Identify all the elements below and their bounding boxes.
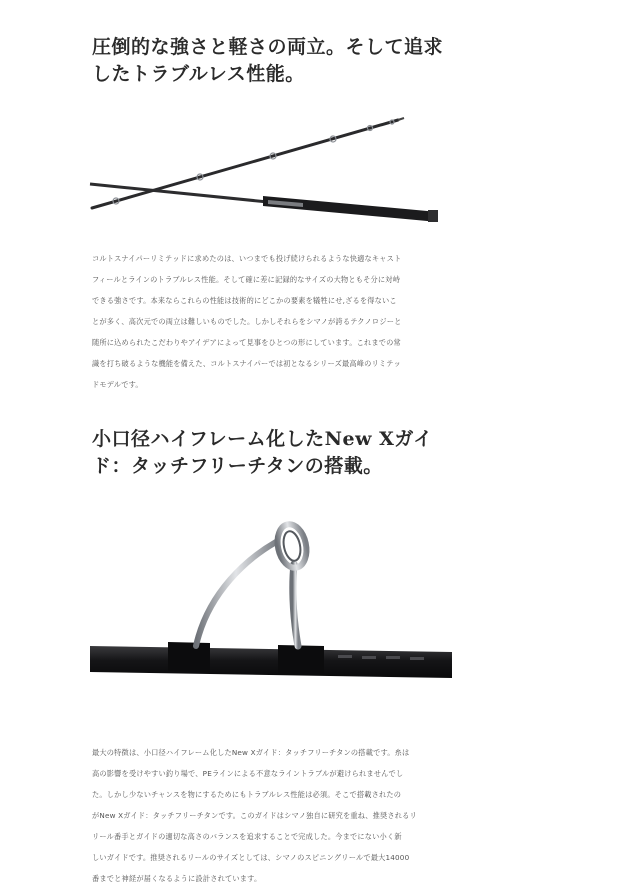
guide-frame-leg (293, 564, 298, 646)
body-line: た。しかし少ないチャンスを物にするためにもトラブルレス性能は必須。そこで搭載されたの (92, 790, 402, 799)
rod-tip (398, 118, 404, 120)
body-line: フィールとラインのトラブルレス性能。そして確に差に記録的なサイズの大物ともそ分に対峙 (92, 275, 401, 284)
body-line: できる強さです。本来ならこれらの性能は技術的にどこかの要素を犠牲にせ,ざるを得ないこ (92, 296, 397, 305)
heading-line: したトラブルレス性能。 (92, 63, 305, 85)
butt-cap (428, 210, 438, 222)
thread-wrap (278, 645, 324, 675)
rod-blank-lower (90, 184, 268, 202)
body-line: ドモデルです。 (92, 380, 143, 389)
thread-wrap (168, 642, 210, 672)
rod-blank-upper (92, 120, 398, 208)
body-line: とが多く、高次元での両立は難しいものでした。しかしそれらをシマノが誇るテクノロジーと (92, 317, 402, 326)
guide-closeup-image (88, 512, 456, 692)
body-line: リール番手とガイドの適切な高さのバランスを追求することで完成した。今までにない小く新 (92, 832, 402, 841)
body-line: コルトスナイパーリミテッドに求めたのは、いつまでも投げ続けられるような快適なキャスト (92, 254, 402, 263)
guide-frame-leg (196, 542, 276, 646)
heading-line: 小口径ハイフレーム化したNew Xガイ (92, 428, 433, 450)
body-line: 高の影響を受けやすい釣り場で、PEラインによる不意なライントラブルが避けられませんでし (92, 769, 404, 778)
body-line: しいガイドです。推奨されるリールのサイズとしては、シマノのスピニングリールで最大14000 (92, 853, 410, 862)
fishing-rod-image (88, 112, 444, 222)
rod-handle (263, 196, 438, 222)
rod-blank (90, 646, 452, 678)
body-line: 識を打ち破るような機能を備えた、コルトスナイパーでは初となるシリーズ最高峰のリミテッ (92, 359, 402, 368)
section1-heading (92, 34, 443, 88)
body-line: 最大の特徴は、小口径ハイフレーム化したNew Xガイド：タッチフリーチタンの搭載です。糸は (92, 748, 410, 757)
heading-line: ド：タッチフリーチタンの搭載。 (92, 455, 383, 477)
section2-heading (92, 426, 433, 480)
section1-body (92, 248, 450, 395)
section2-body (92, 742, 450, 889)
body-line: がNew Xガイド：タッチフリーチタンです。このガイドはシマノ独自に研究を重ね、推奨されるリ (92, 811, 417, 820)
heading-line: 圧倒的な強さと軽さの両立。そして追求 (92, 36, 444, 58)
body-line: 番までと神経が届くなるように設計されています。 (92, 874, 262, 883)
body-line: 随所に込められたこだわりやアイデアによって見事をひとつの形にしています。これまでの常 (92, 338, 401, 347)
